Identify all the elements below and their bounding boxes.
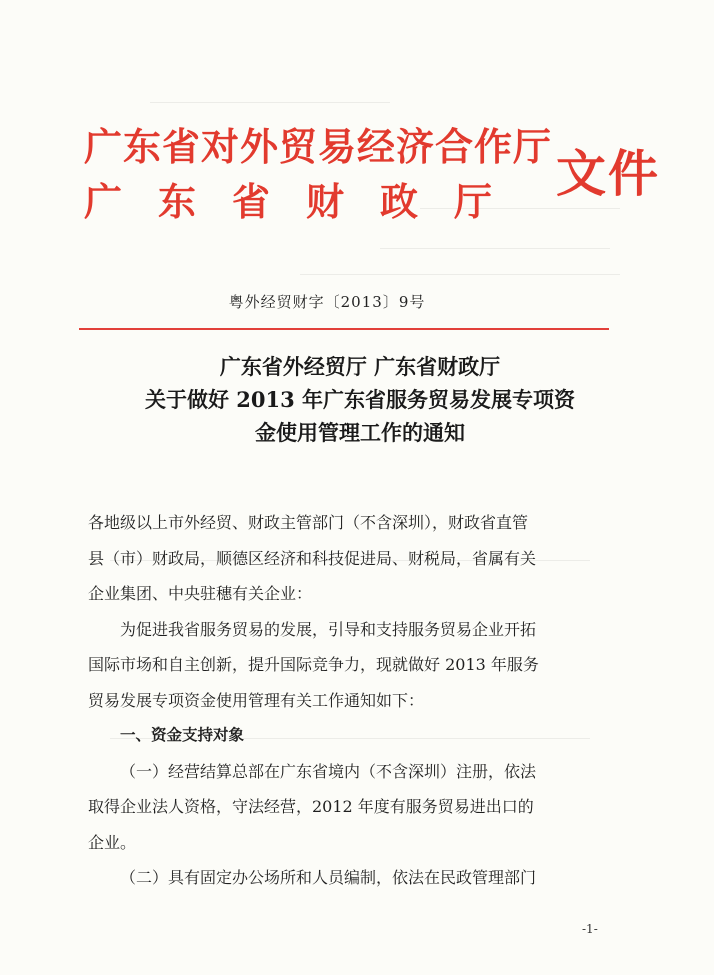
intro-paragraph	[88, 612, 608, 719]
item-2-line: （二）具有固定办公场所和人员编制，依法在民政管理部门	[120, 868, 537, 887]
item-1-line: （一）经营结算总部在广东省境内（不含深圳）注册，依法	[120, 761, 537, 781]
red-divider-line	[79, 328, 609, 330]
item-1-line: 取得企业法人资格，守法经营，2012 年度有服务贸易进出口的	[88, 797, 534, 816]
addressee-line: 企业集团、中央驻穗有关企业：	[88, 584, 313, 603]
document-title	[60, 350, 660, 449]
page-number: -1-	[582, 922, 598, 936]
addressee	[88, 505, 608, 612]
scan-artifact	[300, 274, 620, 275]
issuing-org-line-2: 广东省财政厅	[84, 179, 529, 224]
intro-line: 为促进我省服务贸易的发展，引导和支持服务贸易企业开拓	[120, 619, 537, 639]
section-heading: 一、资金支持对象	[120, 726, 245, 744]
title-line-2: 关于做好 2013 年广东省服务贸易发展专项资	[144, 387, 576, 412]
item-2-paragraph	[88, 860, 608, 896]
item-1-paragraph	[88, 754, 608, 861]
intro-line: 国际市场和自主创新，提升国际竞争力，现就做好 2013 年服务	[88, 655, 539, 674]
intro-line: 贸易发展专项资金使用管理有关工作通知如下：	[88, 690, 425, 710]
scan-artifact	[150, 102, 390, 103]
document-body	[88, 505, 608, 896]
title-line-3: 金使用管理工作的通知	[255, 420, 465, 445]
issuing-org-line-1: 广东省对外贸易经济合作厅	[84, 124, 553, 169]
item-1-line: 企业。	[88, 832, 137, 852]
document-number: 粤外经贸财字〔2013〕9号	[228, 293, 426, 311]
title-line-1: 广东省外经贸厅 广东省财政厅	[219, 354, 501, 379]
addressee-line: 各地级以上市外经贸、财政主管部门（不含深圳），财政省直管	[88, 513, 529, 532]
addressee-line: 县（市）财政局，顺德区经济和科技促进局、财税局，省属有关	[88, 548, 537, 568]
document-label: 文件	[556, 145, 660, 203]
scan-artifact	[380, 248, 610, 249]
